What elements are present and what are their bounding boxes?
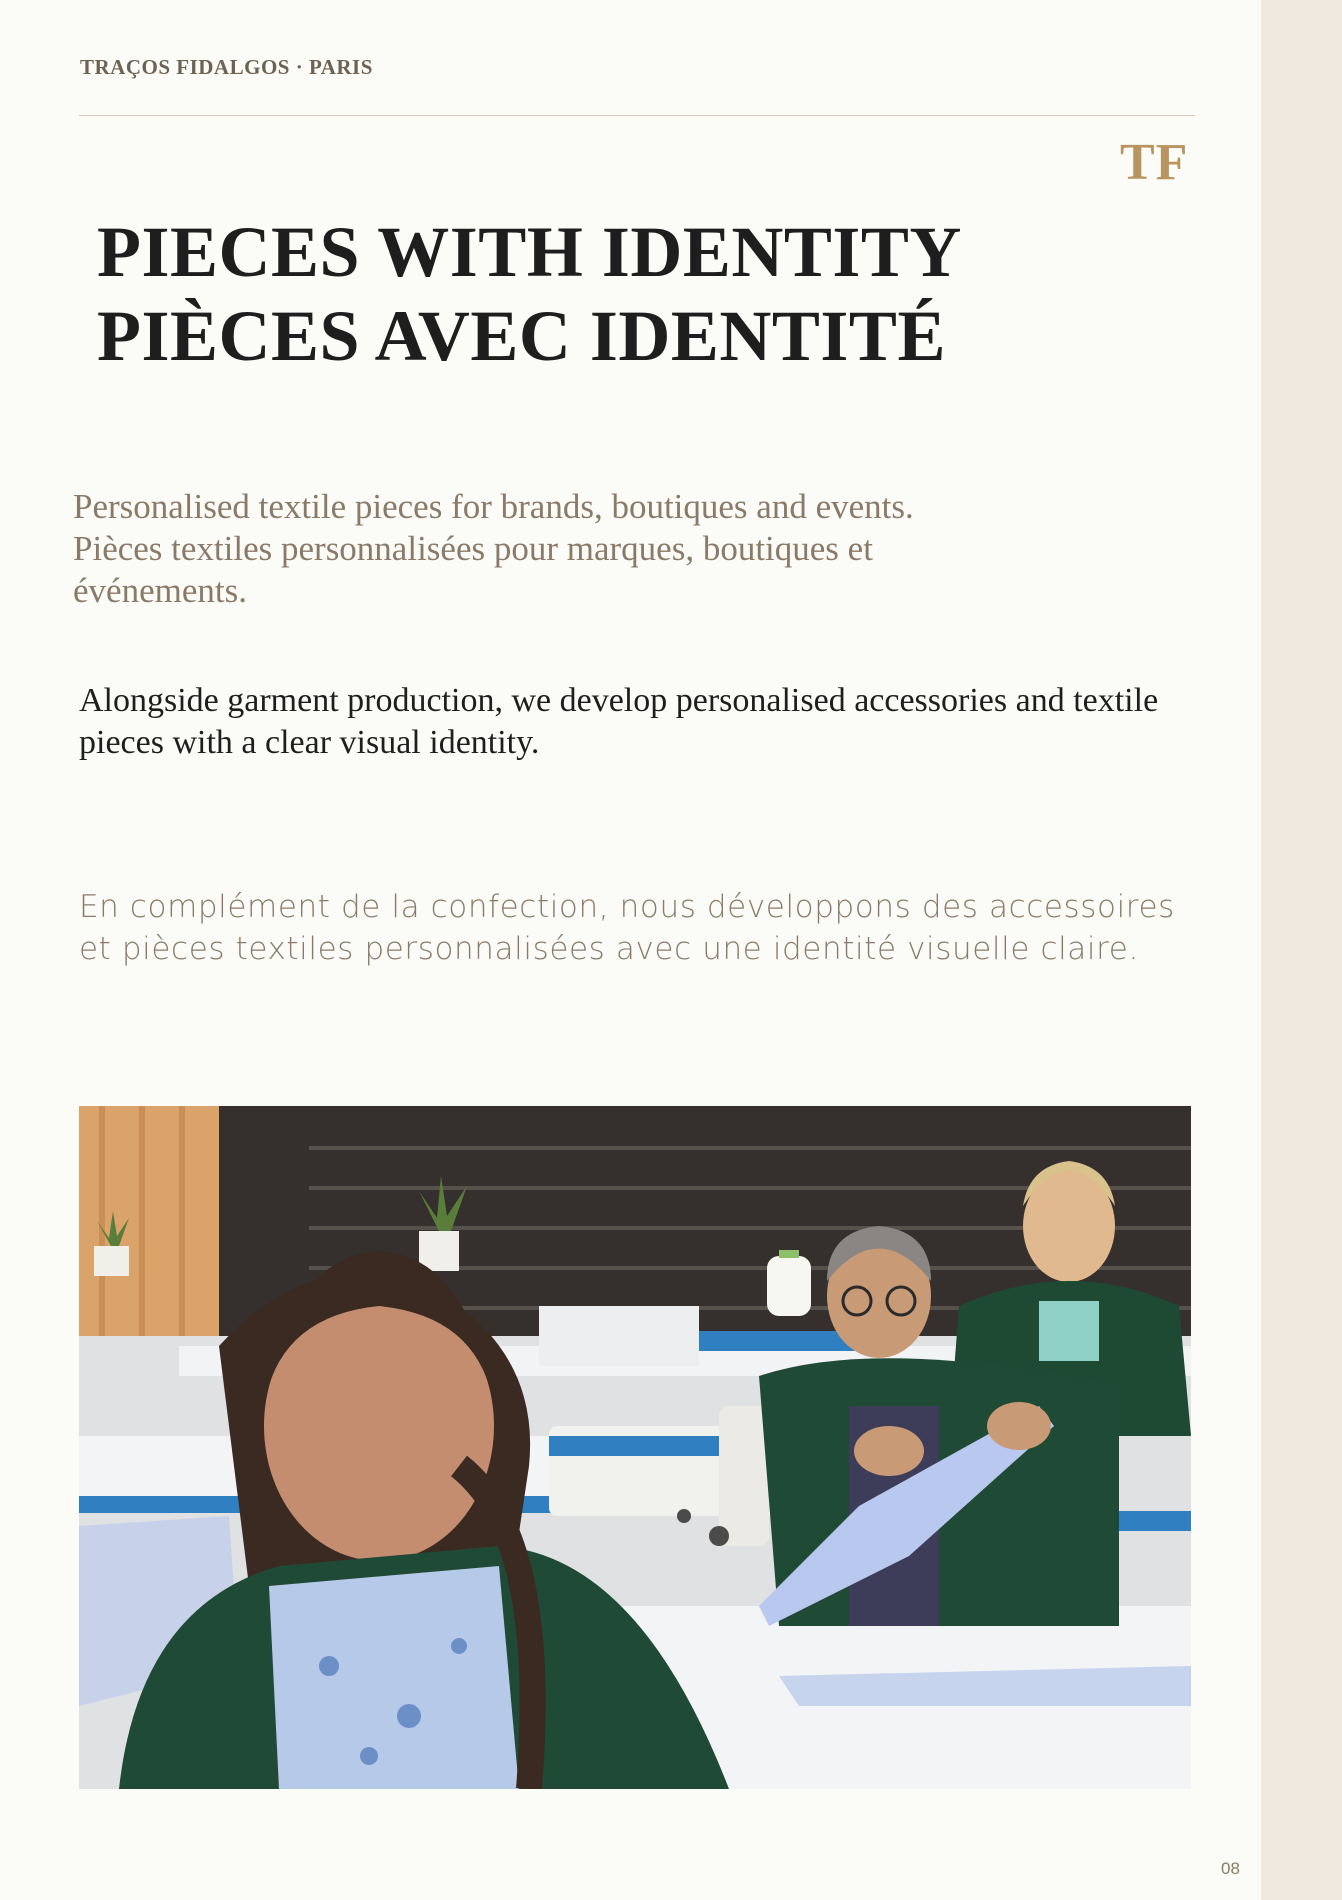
body-text-fr: En complément de la confection, nous développons des accessoires et pièces textiles personnalisées avec une identité visuelle claire. — [79, 889, 1175, 967]
header-divider — [79, 115, 1195, 116]
subtitle-en: Personalised textile pieces for brands, boutiques and events. — [73, 487, 914, 526]
workshop-photo — [79, 1106, 1191, 1789]
side-strip — [1261, 0, 1342, 1900]
body-text-en: Alongside garment production, we develop personalised accessories and textile pieces with a clear visual identity. — [79, 682, 1159, 761]
page-title — [97, 210, 962, 378]
subtitle — [73, 486, 1053, 612]
logo-mark: TF — [1120, 134, 1189, 191]
brand-line: TRAÇOS FIDALGOS · PARIS — [80, 55, 373, 79]
page-title-en: PIECES WITH IDENTITY — [97, 212, 962, 292]
page-title-fr: PIÈCES AVEC IDENTITÉ — [97, 296, 946, 376]
subtitle-fr: Pièces textiles personnalisées pour marques, boutiques et événements. — [73, 529, 873, 610]
page-number: 08 — [1221, 1859, 1240, 1878]
